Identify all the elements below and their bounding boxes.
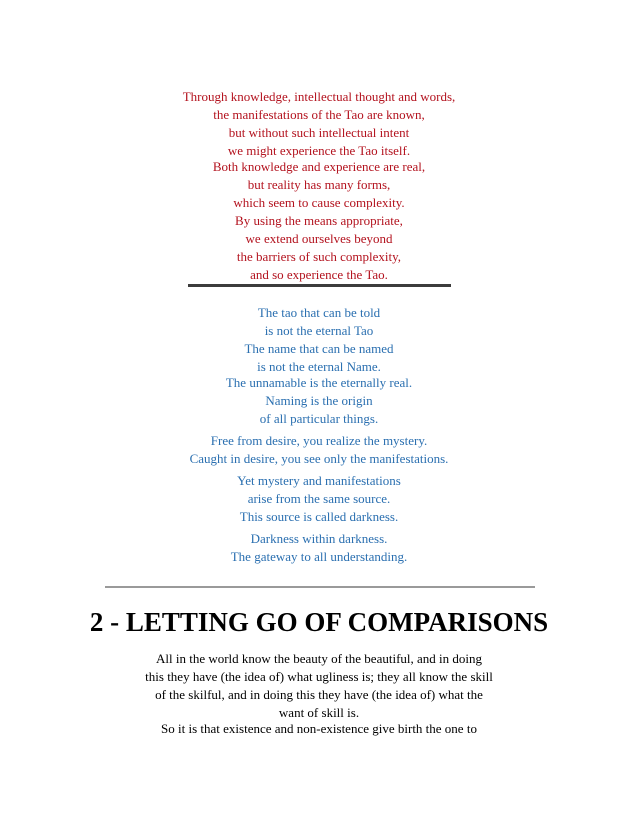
text-line: want of skill is. [278,705,360,720]
text-line: but without such intellectual intent [228,125,410,140]
text-line: but reality has many forms, [247,177,391,192]
translation-stanza-5 [0,530,638,566]
text-line: Naming is the origin [265,393,373,408]
text-line: the barriers of such complexity, [236,249,402,264]
text-line: of the skilful, and in doing this they have (the idea of) what the [155,687,483,702]
text-line: The tao that can be told [257,305,381,320]
text-line: of all particular things. [259,411,379,426]
text-line: This source is called darkness. [239,509,399,524]
text-line: Both knowledge and experience are real, [212,159,426,174]
text-line: arise from the same source. [247,491,391,506]
text-line: So it is that existence and non-existence give birth the one to [161,721,477,736]
text-line: Through knowledge, intellectual thought and words, [182,89,456,104]
translation-stanza-2 [0,374,638,428]
section-divider [188,284,451,287]
text-line: The name that can be named [244,341,394,356]
text-line: which seem to cause complexity. [233,195,405,210]
translation-stanza-1 [0,304,638,376]
text-line: Darkness within darkness. [250,531,388,546]
text-line: the manifestations of the Tao are known, [213,107,425,122]
text-line: we might experience the Tao itself. [227,143,411,158]
text-line: By using the means appropriate, [235,213,403,228]
text-line: Yet mystery and manifestations [237,473,401,488]
text-line: we extend ourselves beyond [245,231,393,246]
text-line: Free from desire, you realize the mystery. [210,433,428,448]
text-line: Caught in desire, you see only the manifestations. [189,451,449,466]
chapter-title: 2 - LETTING GO OF COMPARISONS [89,607,549,637]
text-line: is not the eternal Tao [264,323,374,338]
text-line: is not the eternal Name. [257,359,381,374]
translation-stanza-4 [0,472,638,526]
text-line: All in the world know the beauty of the beautiful, and in doing [155,651,482,666]
chapter-paragraph-1 [0,650,638,722]
text-line: The gateway to all understanding. [230,549,408,564]
translation-stanza-3 [0,432,638,468]
commentary-stanza-1 [0,88,638,160]
commentary-stanza-2 [0,158,638,284]
text-line: and so experience the Tao. [250,267,388,282]
text-line: this they have (the idea of) what ugliness is; they all know the skill [145,669,493,684]
chapter-paragraph-2 [0,720,638,738]
text-line: The unnamable is the eternally real. [225,375,413,390]
chapter-divider [105,586,535,588]
